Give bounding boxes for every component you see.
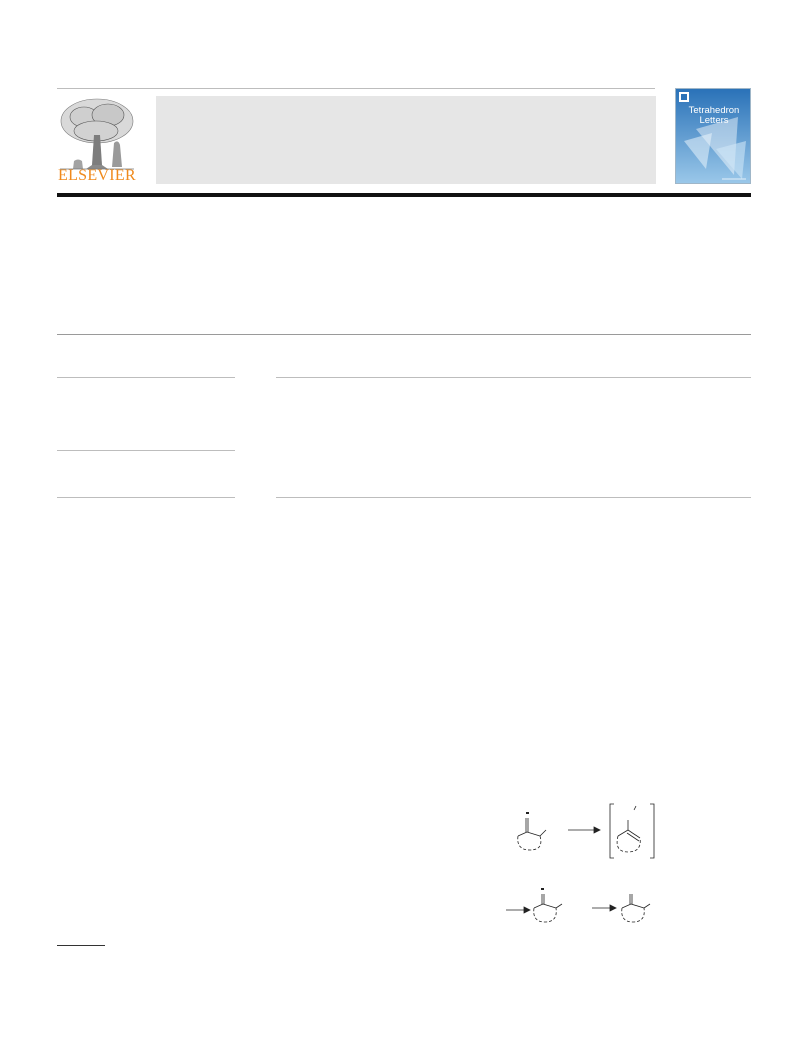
journal-cover-thumbnail (675, 88, 751, 184)
left-col-rule-2 (57, 450, 235, 451)
header-thick-rule (57, 193, 751, 197)
left-col-rule-3 (57, 497, 235, 498)
left-col-rule-1 (57, 377, 235, 378)
article-info-rule (57, 334, 751, 335)
footnote-rule (57, 945, 105, 946)
cover-journal-title: Tetrahedron Letters (688, 105, 740, 126)
journal-header-box (156, 96, 656, 184)
abstract-bottom-rule (276, 497, 751, 498)
cover-artwork (676, 89, 751, 184)
reaction-scheme (490, 790, 670, 940)
elsevier-wordmark: ELSEVIER (58, 167, 136, 184)
header-top-rule (57, 88, 655, 89)
abstract-top-rule (276, 377, 751, 378)
